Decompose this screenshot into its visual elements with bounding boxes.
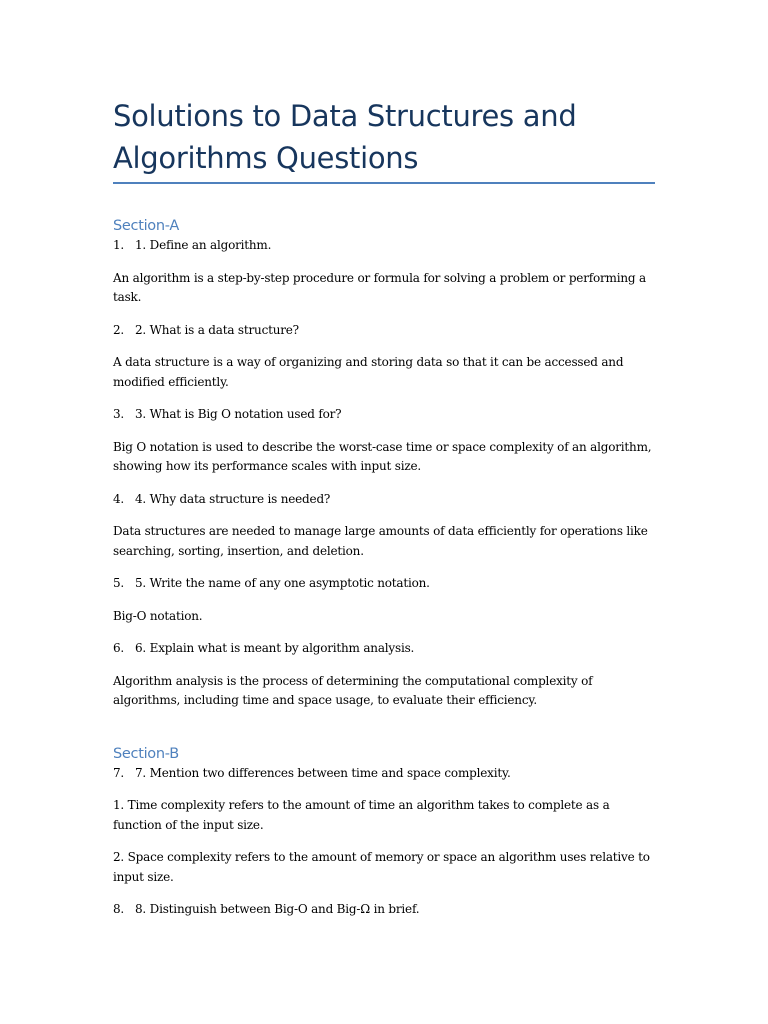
answer-2: A data structure is a way of organizing and storing data so that it can be accessed and modified efficiently. bbox=[113, 355, 624, 389]
answer-1: An algorithm is a step-by-step procedure or formula for solving a problem or performing a task. bbox=[113, 270, 646, 304]
question-text: 6. Explain what is meant by algorithm analysis. bbox=[135, 641, 415, 655]
answer-3: Big O notation is used to describe the worst-case time or space complexity of an algorithm, showing how its performance scales with input size. bbox=[113, 439, 652, 473]
question-text: 8. Distinguish between Big-O and Big-Ω in brief. bbox=[135, 902, 420, 916]
document-body bbox=[113, 95, 655, 920]
question-text: 7. Mention two differences between time and space complexity. bbox=[135, 765, 511, 780]
question-6 bbox=[113, 639, 655, 659]
question-number: 5. bbox=[113, 576, 125, 590]
answer-7-part-1: 1. Time complexity refers to the amount of time an algorithm takes to complete as a function of the input size. bbox=[113, 798, 610, 832]
question-number: 7. bbox=[113, 765, 125, 780]
question-5 bbox=[113, 574, 655, 594]
question-text: 2. What is a data structure? bbox=[135, 322, 299, 337]
question-number: 4. bbox=[113, 491, 125, 506]
question-2 bbox=[113, 321, 655, 341]
answer-7-part-2: 2. Space complexity refers to the amount of memory or space an algorithm uses relative to input size. bbox=[113, 850, 650, 884]
section-a-heading: Section-A bbox=[113, 218, 180, 234]
section-b-heading: Section-B bbox=[113, 745, 179, 762]
question-text: 1. Define an algorithm. bbox=[135, 238, 272, 252]
document-title: Solutions to Data Structures and Algorithms Questions bbox=[113, 99, 577, 175]
title-underline bbox=[113, 182, 655, 184]
question-8 bbox=[113, 900, 655, 920]
question-4 bbox=[113, 490, 655, 510]
question-text: 5. Write the name of any one asymptotic notation. bbox=[135, 576, 430, 590]
question-number: 3. bbox=[113, 407, 125, 421]
question-number: 8. bbox=[113, 902, 125, 916]
question-number: 1. bbox=[113, 238, 125, 252]
question-7 bbox=[113, 764, 655, 784]
question-number: 6. bbox=[113, 641, 125, 655]
question-text: 3. What is Big O notation used for? bbox=[135, 407, 342, 421]
question-text: 4. Why data structure is needed? bbox=[135, 491, 331, 506]
answer-4: Data structures are needed to manage large amounts of data efficiently for operations like searching, sorting, insertion, and deletion. bbox=[113, 524, 648, 558]
answer-6: Algorithm analysis is the process of determining the computational complexity of algorithms, including time and space usage, to evaluate their efficiency. bbox=[113, 673, 593, 707]
answer-5: Big-O notation. bbox=[113, 608, 203, 623]
question-3 bbox=[113, 405, 655, 425]
question-1 bbox=[113, 236, 655, 256]
question-number: 2. bbox=[113, 322, 125, 337]
